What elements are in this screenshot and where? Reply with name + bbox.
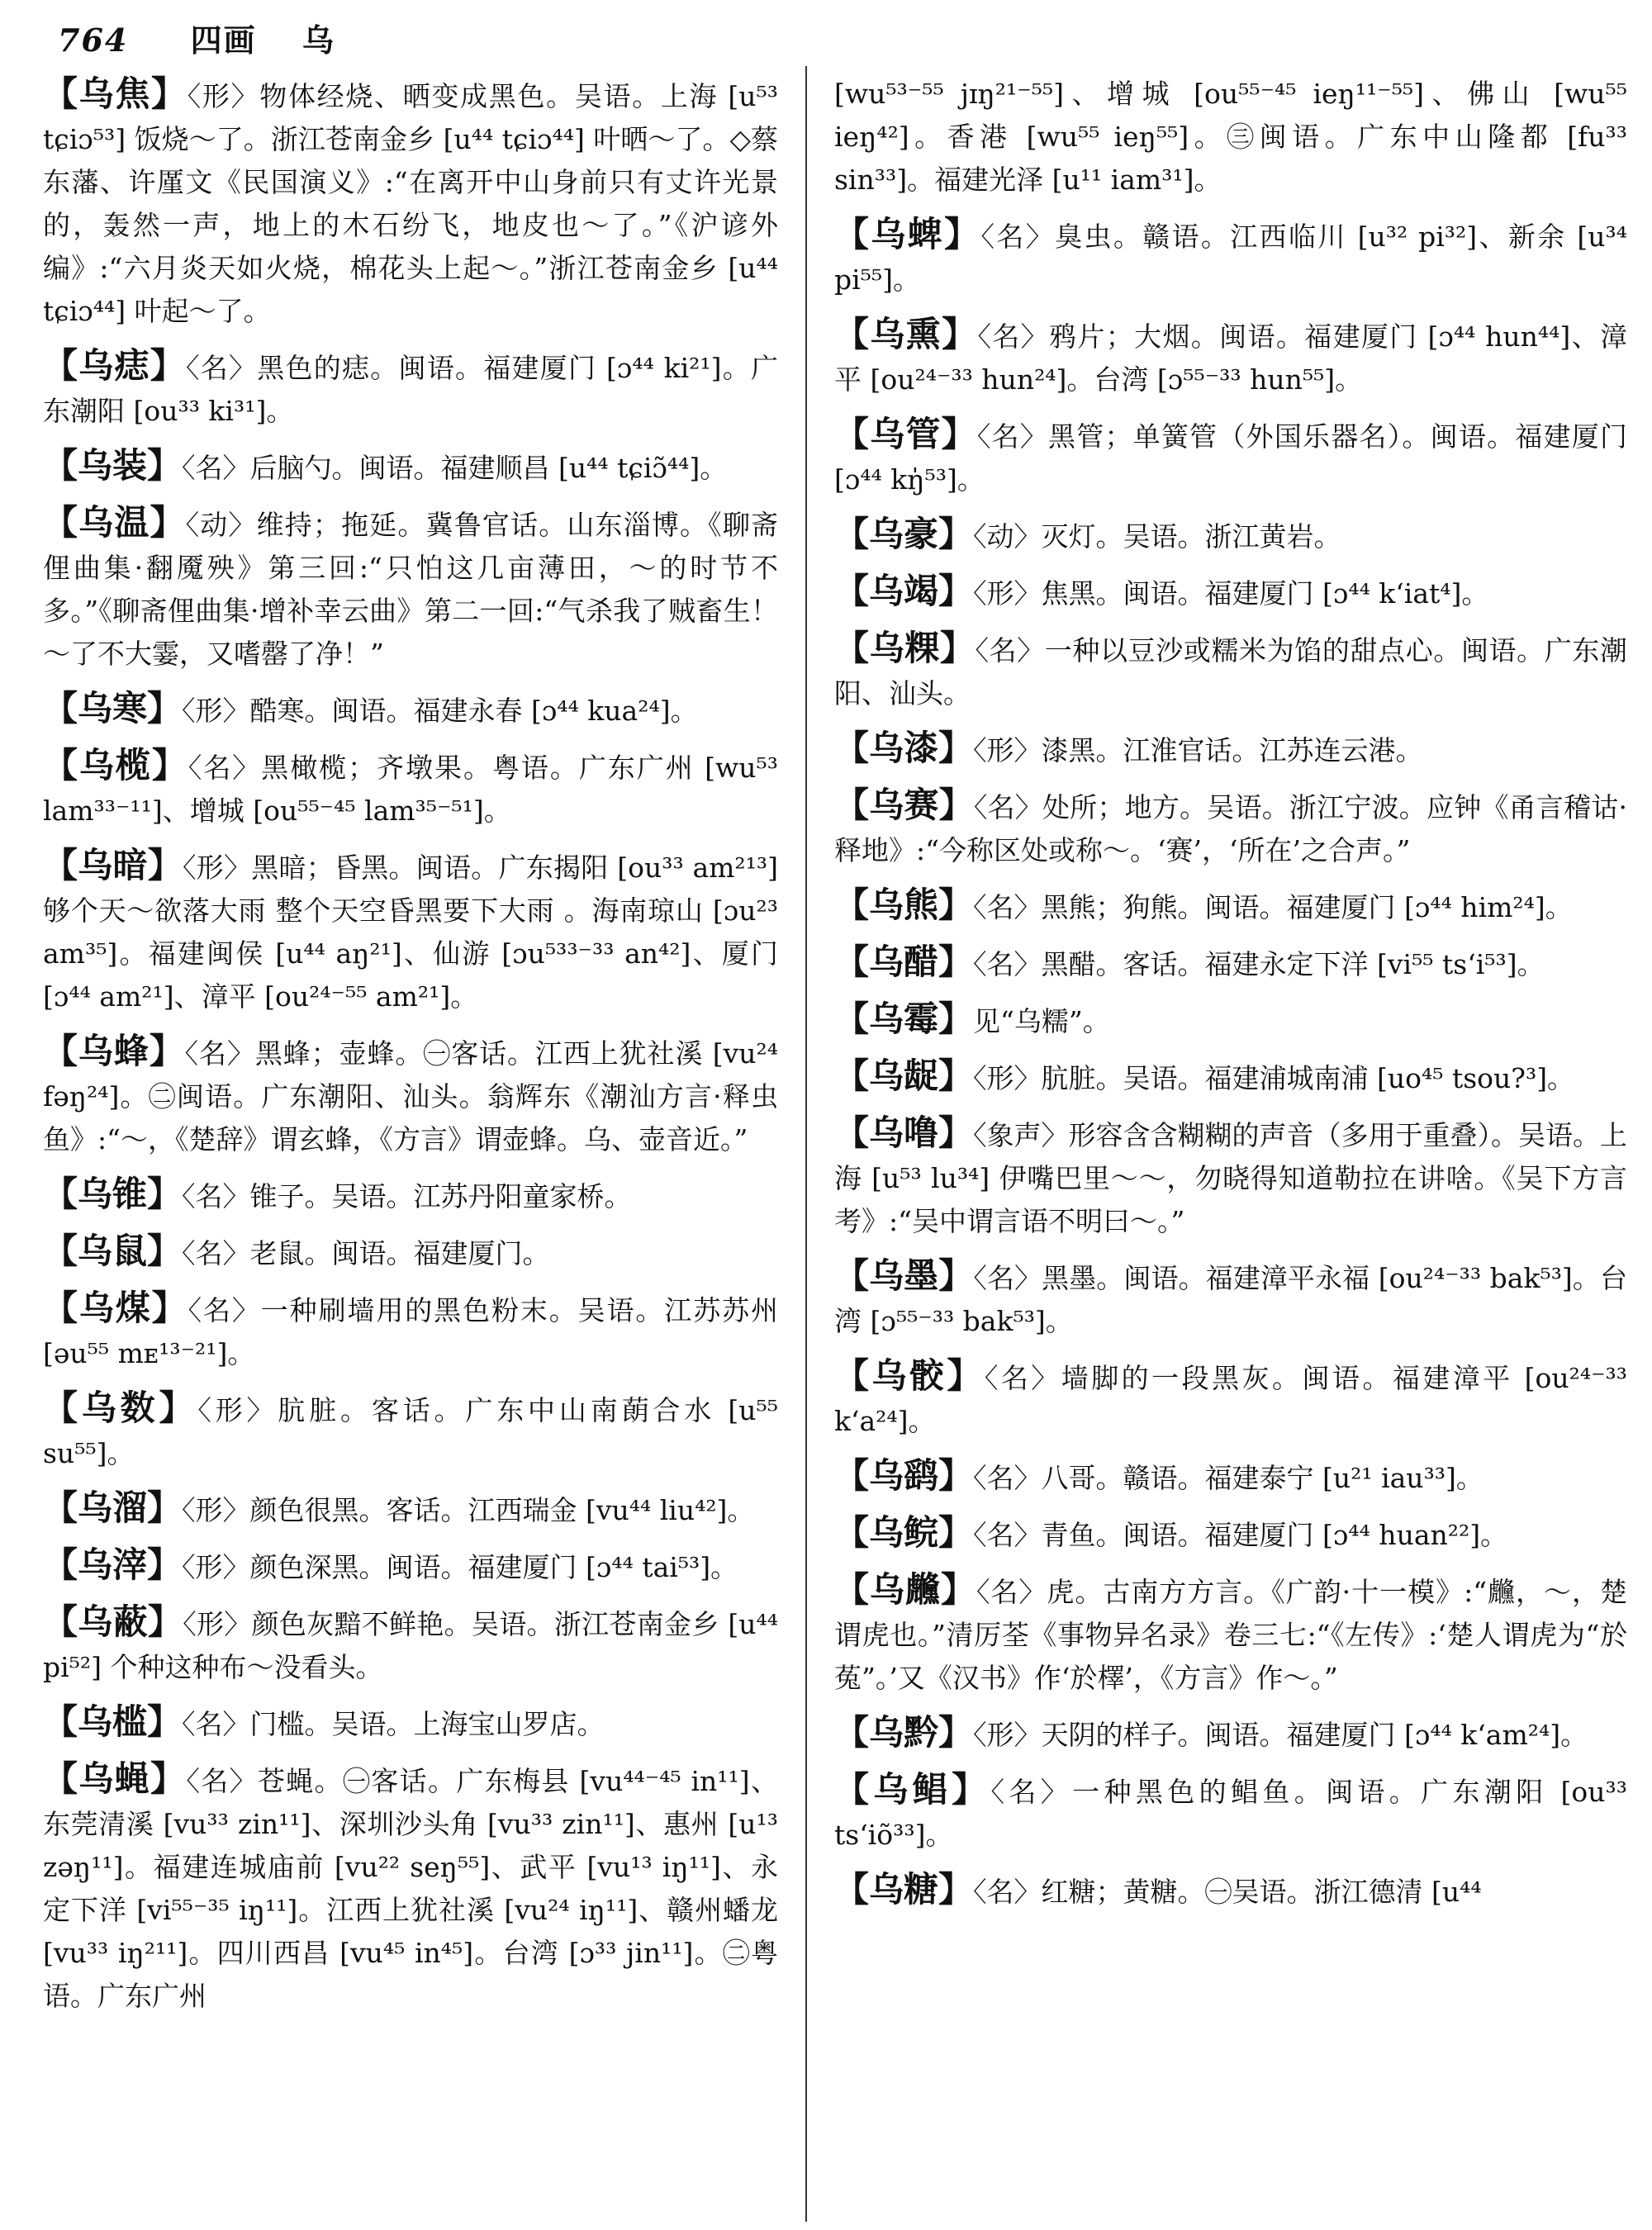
dictionary-entry: 【乌榄】〈名〉黑橄榄；齐墩果。粤语。广东广州 [wu⁵³ lam³³⁻¹¹]、增城 [ou⁵⁵⁻⁴⁵ lam³⁵⁻⁵¹]。	[43, 745, 778, 827]
dictionary-entry: 【乌竭】〈形〉焦黑。闽语。福建厦门 [ɔ⁴⁴ k‘iat⁴]。	[834, 571, 1489, 611]
headword: 【乌蝇】	[43, 1758, 187, 1799]
headword: 【乌糖】	[834, 1869, 974, 1910]
headword: 【乌鲩】	[834, 1512, 974, 1553]
dictionary-entry: 【乌醋】〈名〉黑醋。客话。福建永定下洋 [vi⁵⁵ ts‘i⁵³]。	[834, 942, 1545, 982]
dictionary-entry: 【乌装】〈名〉后脑勺。闽语。福建顺昌 [u⁴⁴ tɕiɔ̃⁴⁴]。	[43, 445, 728, 486]
dictionary-entry: 【乌墨】〈名〉黑墨。闽语。福建漳平永福 [ou²⁴⁻³³ bak⁵³]。台湾 [ɔ⁵⁵⁻³³ bak⁵³]。	[834, 1255, 1627, 1337]
headword: 【乌数】	[43, 1388, 198, 1428]
dictionary-entry: 【乌豪】〈动〉灭灯。吴语。浙江黄岩。	[834, 514, 1341, 554]
dictionary-entry: 【乌焦】〈形〉物体经烧、晒变成黑色。吴语。上海 [u⁵³ tɕiɔ⁵³] 饭烧～了。浙江苍南金乡 [u⁴⁴ tɕiɔ⁴⁴] 叶晒～了。◇蔡东藩、许厪文《民国演义》:“在离开中山身前只有丈许光景的，轰然一声，地上的木石纷飞，地皮也～了。”《沪谚外编》:“六月炎天如火烧，棉花头上起～。”浙江苍南金乡 [u⁴⁴ tɕiɔ⁴⁴] 叶起～了。	[43, 74, 778, 327]
headword: 【乌蔽】	[43, 1601, 183, 1642]
headword: 【乌焦】	[43, 74, 188, 114]
entry-continuation: [wu⁵³⁻⁵⁵ jɪŋ²¹⁻⁵⁵]、增城 [ou⁵⁵⁻⁴⁵ ieŋ¹¹⁻⁵⁵]、佛山 [wu⁵⁵ ieŋ⁴²]。香港 [wu⁵⁵ ieŋ⁵⁵]。㊂闽语。广东中山隆都 [fu³³ sin³³]。福建光泽 [u¹¹ iam³¹]。	[834, 78, 1627, 196]
dictionary-entry: 【乌温】〈动〉维持；拖延。冀鲁官话。山东淄博。《聊斋俚曲集·翻魇殃》第三回:“只怕这几亩薄田，～的时节不多。”《聊斋俚曲集·增补幸云曲》第二一回:“气杀我了贼畜生！～了不大霎，又嗜罄了净！”	[43, 502, 778, 670]
dictionary-entry: 【乌虪】〈名〉虎。古南方方言。《广韵·十一模》:“虪，～，楚谓虎也。”清厉荃《事物异名录》卷三七:“《左传》:‘楚人谓虎为“於菟”。’又《汉书》作‘於檡’，《方言》作～。”	[834, 1569, 1627, 1694]
page-header	[58, 15, 1627, 64]
dictionary-entry: 【乌数】〈形〉肮脏。客话。广东中山南蓢合水 [u⁵⁵ su⁵⁵]。	[43, 1388, 778, 1469]
headword: 【乌鹞】	[834, 1455, 974, 1496]
headword: 【乌赛】	[834, 785, 974, 825]
headword: 【乌漆】	[834, 728, 974, 768]
headword: 【乌黔】	[834, 1712, 974, 1753]
dictionary-entry: 【乌鼠】〈名〉老鼠。闽语。福建厦门。	[43, 1231, 550, 1271]
dictionary-entry: 【乌粿】〈名〉一种以豆沙或糯米为馅的甜点心。闽语。广东潮阳、汕头。	[834, 628, 1627, 709]
headword: 【乌豪】	[834, 514, 974, 554]
dictionary-entry: 【乌蜂】〈名〉黑蜂；壶蜂。㊀客话。江西上犹社溪 [vu²⁴ fəŋ²⁴]。㊁闽语。广东潮阳、汕头。翁辉东《潮汕方言·释虫鱼》:“～，《楚辞》谓玄蜂，《方言》谓壶蜂。乌、壶音近。”	[43, 1031, 778, 1155]
dictionary-entry: 【乌滓】〈形〉颜色深黑。闽语。福建厦门 [ɔ⁴⁴ tai⁵³]。	[43, 1544, 738, 1585]
dictionary-entry: 【乌龊】〈形〉肮脏。吴语。福建浦城南浦 [uo⁴⁵ tsou?³]。	[834, 1056, 1575, 1096]
dictionary-entry: 【乌锥】〈名〉锥子。吴语。江苏丹阳童家桥。	[43, 1174, 632, 1214]
headword: 【乌痣】	[43, 345, 187, 386]
headword: 【乌煤】	[43, 1288, 188, 1328]
headword: 【乌暗】	[43, 845, 183, 885]
headword: 【乌骹】	[834, 1355, 985, 1396]
dictionary-entry: 【乌鹞】〈名〉八哥。赣语。福建泰宁 [u²¹ iau³³]。	[834, 1455, 1483, 1496]
dictionary-entry: 【乌鲩】〈名〉青鱼。闽语。福建厦门 [ɔ⁴⁴ huan²²]。	[834, 1512, 1508, 1553]
headword: 【乌蜱】	[834, 214, 981, 254]
dictionary-entry: 【乌溜】〈形〉颜色很黑。客话。江西瑞金 [vu⁴⁴ liu⁴²]。	[43, 1487, 755, 1528]
headword: 【乌榄】	[43, 745, 188, 785]
column-divider	[805, 66, 807, 2222]
dictionary-entry: 【乌蝇】〈名〉苍蝇。㊀客话。广东梅县 [vu⁴⁴⁻⁴⁵ in¹¹]、东莞清溪 [vu³³ zin¹¹]、深圳沙头角 [vu³³ zin¹¹]、惠州 [u¹³ zəŋ¹¹]。福建连城庙前 [vu²² seŋ⁵⁵]、武平 [vu¹³ iŋ¹¹]、永定下洋 [vi⁵⁵⁻³⁵ iŋ¹¹]。江西上犹社溪 [vu²⁴ iŋ¹¹]、赣州蟠龙 [vu³³ iŋ²¹¹]。四川西昌 [vu⁴⁵ in⁴⁵]。台湾 [ɔ³³ jin¹¹]。㊁粤语。广东广州	[43, 1758, 778, 2012]
headword: 【乌滓】	[43, 1544, 183, 1585]
dictionary-entry: 【乌痣】〈名〉黑色的痣。闽语。福建厦门 [ɔ⁴⁴ ki²¹]。广东潮阳 [ou³³ ki³¹]。	[43, 345, 778, 427]
headword: 【乌鲳】	[834, 1769, 991, 1810]
dictionary-entry: 【乌蜱】〈名〉臭虫。赣语。江西临川 [u³² pi³²]、新余 [u³⁴ pi⁵⁵]。	[834, 214, 1627, 296]
headword: 【乌鼠】	[43, 1231, 183, 1271]
dictionary-entry: 【乌黔】〈形〉天阴的样子。闽语。福建厦门 [ɔ⁴⁴ k‘am²⁴]。	[834, 1712, 1588, 1753]
dictionary-entry: 【乌鲳】〈名〉一种黑色的鲳鱼。闽语。广东潮阳 [ou³³ ts‘iõ³³]。	[834, 1769, 1627, 1851]
dictionary-entry: 【乌熏】〈名〉鸦片；大烟。闽语。福建厦门 [ɔ⁴⁴ hun⁴⁴]、漳平 [ou²⁴⁻³³ hun²⁴]。台湾 [ɔ⁵⁵⁻³³ hun⁵⁵]。	[834, 314, 1627, 396]
headword: 【乌熏】	[834, 314, 978, 354]
dictionary-entry: 【乌暗】〈形〉黑暗；昏黑。闽语。广东揭阳 [ou³³ am²¹³] 够个天～欲落大雨 整个天空昏黑要下大雨 。海南琼山 [ɔu²³ am³⁵]。福建闽侯 [u⁴⁴ aŋ²¹]、仙游 [ɔu⁵³³⁻³³ an⁴²]、厦门 [ɔ⁴⁴ am²¹]、漳平 [ou²⁴⁻⁵⁵ am²¹]。	[43, 845, 778, 1013]
headword: 【乌竭】	[834, 571, 974, 611]
dictionary-entry: 【乌熊】〈名〉黑熊；狗熊。闽语。福建厦门 [ɔ⁴⁴ him²⁴]。	[834, 885, 1573, 925]
headword: 【乌龊】	[834, 1056, 974, 1096]
headword: 【乌霉】	[834, 999, 974, 1039]
headword: 【乌装】	[43, 445, 183, 486]
dictionary-entry: 【乌槛】〈名〉门槛。吴语。上海宝山罗店。	[43, 1701, 605, 1742]
head-character: 乌	[301, 21, 335, 59]
page-number: 764	[58, 21, 129, 59]
dictionary-entry: 【乌赛】〈名〉处所；地方。吴语。浙江宁波。应钟《甬言稽诂·释地》:“今称区处或称～。‘赛’，‘所在’之合声。”	[834, 785, 1627, 866]
headword: 【乌槛】	[43, 1701, 183, 1742]
headword: 【乌虪】	[834, 1569, 976, 1610]
headword: 【乌锥】	[43, 1174, 183, 1214]
left-column	[43, 73, 778, 2220]
dictionary-entry: 【乌霉】见“乌糯”。	[834, 999, 1110, 1039]
headword: 【乌管】	[834, 414, 977, 454]
headword: 【乌噜】	[834, 1113, 974, 1153]
dictionary-entry: 【乌漆】〈形〉漆黑。江淮官话。江苏连云港。	[834, 728, 1423, 768]
dictionary-entry: 【乌煤】〈名〉一种刷墙用的黑色粉末。吴语。江苏苏州 [əu⁵⁵ mᴇ¹³⁻²¹]。	[43, 1288, 778, 1369]
headword: 【乌墨】	[834, 1255, 974, 1296]
dictionary-entry: 【乌糖】〈名〉红糖；黄糖。㊀吴语。浙江德清 [u⁴⁴	[834, 1869, 1482, 1910]
dictionary-entry: 【乌管】〈名〉黑管；单簧管（外国乐器名）。闽语。福建厦门 [ɔ⁴⁴ kŋ̍⁵³]。	[834, 414, 1627, 496]
headword: 【乌熊】	[834, 885, 974, 925]
headword: 【乌醋】	[834, 942, 974, 982]
section-label: 四画	[190, 21, 257, 59]
headword: 【乌蜂】	[43, 1031, 185, 1071]
headword: 【乌寒】	[43, 688, 183, 728]
dictionary-entry: 【乌噜】〈象声〉形容含含糊糊的声音（多用于重叠）。吴语。上海 [u⁵³ lu³⁴] 伊嘴巴里～～，勿晓得知道勒拉在讲啥。《吴下方言考》:“吴中谓言语不明曰～。”	[834, 1113, 1627, 1237]
dictionary-entry: 【乌蔽】〈形〉颜色灰黯不鲜艳。吴语。浙江苍南金乡 [u⁴⁴ pi⁵²] 个种这种布～没看头。	[43, 1601, 778, 1683]
dictionary-entry: 【乌寒】〈形〉酷寒。闽语。福建永春 [ɔ⁴⁴ kua²⁴]。	[43, 688, 698, 728]
dictionary-entry: 【乌骹】〈名〉墙脚的一段黑灰。闽语。福建漳平 [ou²⁴⁻³³ k‘a²⁴]。	[834, 1355, 1627, 1437]
right-column	[834, 73, 1627, 2220]
headword: 【乌温】	[43, 502, 186, 543]
headword: 【乌粿】	[834, 628, 976, 668]
headword: 【乌溜】	[43, 1487, 183, 1528]
